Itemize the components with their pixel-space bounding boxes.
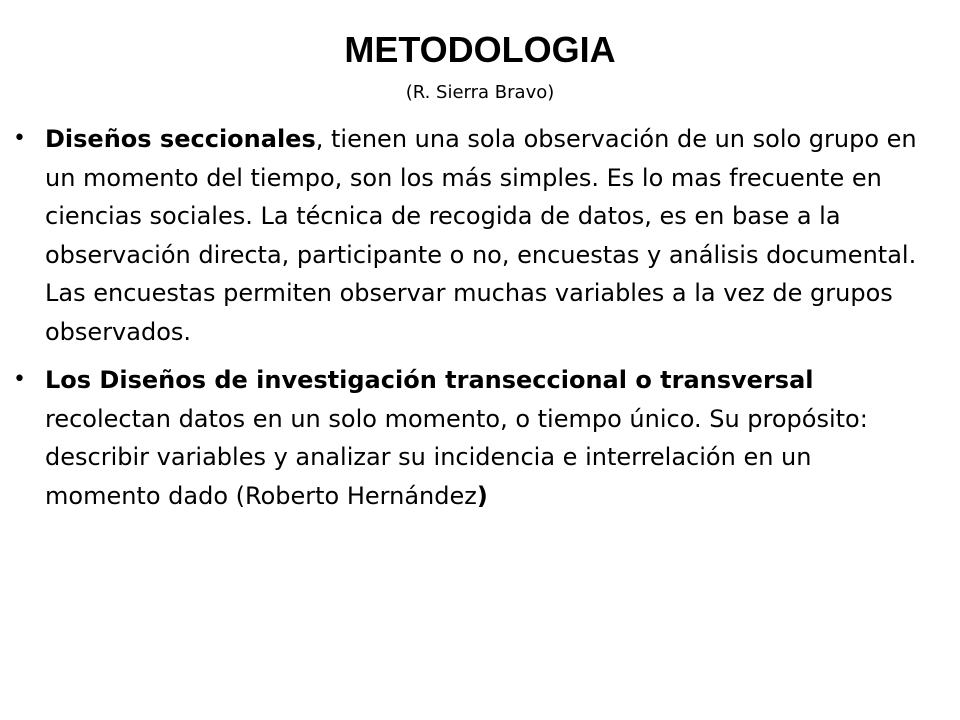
slide-title: METODOLOGIA: [344, 29, 616, 70]
subtitle-text: (R. Sierra Bravo): [405, 82, 555, 103]
bullet-icon: •: [13, 126, 26, 151]
bullet-bold-text: Diseños seccionales: [45, 125, 316, 153]
bullet-text: recolectan datos en un solo momento, o tiempo único. Su propósito: describir variables y analizar su incidencia e interrelación en un momento dado (Roberto Hernández: [45, 404, 868, 510]
bullet-bold-end: ): [476, 481, 488, 510]
bullet-list: [0, 120, 960, 525]
bullet-bold-text: Los Diseños de investigación transeccional o transversal: [45, 366, 814, 394]
bullet-item: [0, 120, 960, 351]
bullet-icon: •: [13, 367, 26, 392]
bullet-item: [0, 361, 960, 515]
bullet-text: , tienen una sola observación de un solo grupo en un momento del tiempo, son los más simples. Es lo mas frecuente en ciencias sociales. La técnica de recogida de datos, es en base a la observación directa, participante o no, encuestas y análisis documental. Las encuestas permiten observar muchas variables a la vez de grupos observados.: [45, 125, 917, 346]
slide-subtitle: [0, 80, 960, 106]
